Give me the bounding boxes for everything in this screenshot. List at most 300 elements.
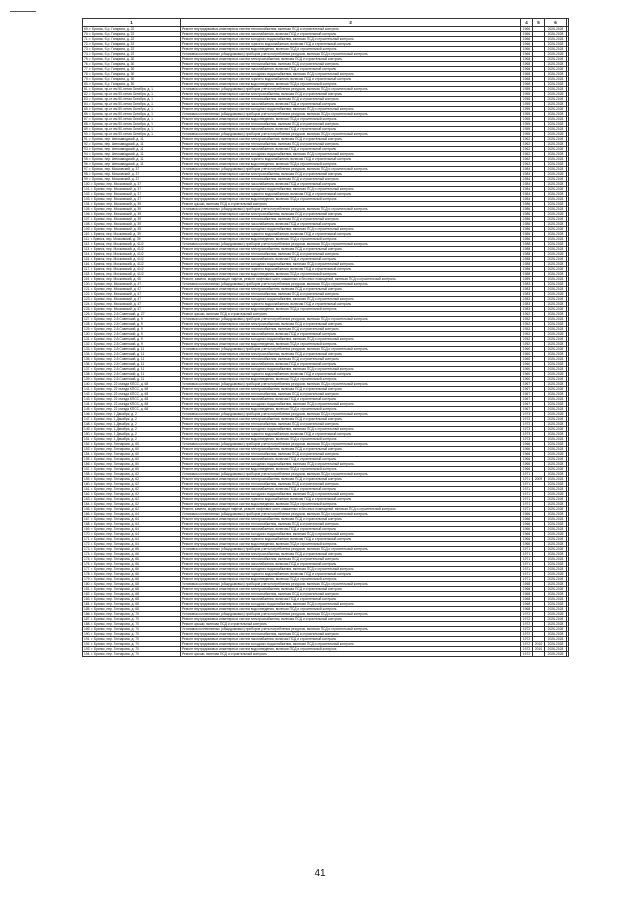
row-work-type: Ремонт внутридомовых инженерных систем водоотведения, включая ПСД и строительный контроль <box>181 502 521 507</box>
row-work-type: Ремонт внутридомовых инженерных систем водоотведения, включая ПСД и строительный контроль <box>181 542 521 547</box>
row-planned-period: 2026-2028 <box>545 522 567 527</box>
row-work-type: Установка коллективных (общедомовых) приборов учета потребления ресурсов, включая ПСД и строительный контроль <box>181 547 521 552</box>
row-address: 69. г. Брянск, б-р. Гагарина, д. 22 <box>83 27 181 32</box>
row-work-type: Ремонт внутридомовых инженерных систем газоснабжения, включая ПСД и строительный контроль <box>181 127 521 132</box>
row-address: 127. г. Брянск, пер. 2-й Советский, д. 9 <box>83 317 181 322</box>
row-build-year: 1966 <box>521 442 533 447</box>
row-address: 162. г. Брянск, пер. Гончарова, д. 62 <box>83 492 181 497</box>
row-address: 174. г. Брянск, пер. Гончарова, д. 66 <box>83 552 181 557</box>
header-col-7 <box>567 19 569 27</box>
row-build-year: 1986 <box>521 207 533 212</box>
row-planned-period: 2026-2028 <box>545 642 567 647</box>
row-work-type: Ремонт внутридомовых инженерных систем теплоснабжения, включая ПСД и строительный контроль <box>181 592 521 597</box>
row-planned-period: 2026-2028 <box>545 632 567 637</box>
row-planned-period: 2026-2028 <box>545 57 567 62</box>
row-work-type: Ремонт внутридомовых инженерных систем горячего водоснабжения, включая ПСД и строительный контроль <box>181 497 521 502</box>
row-address: 191. г. Брянск, пер. Гончарова, д. 70 <box>83 637 181 642</box>
row-build-year: 1971 <box>521 547 533 552</box>
row-address: 121. г. Брянск, пер. Московский, д. 47 <box>83 287 181 292</box>
row-address: 113. г. Брянск, пер. Московский, д. 41/2 <box>83 247 181 252</box>
row-address: 87. г. Брянск, пр-кт им 50-летия Октября, д. 1 <box>83 117 181 122</box>
row-build-year: 1988 <box>521 262 533 267</box>
row-planned-period: 2026-2028 <box>545 392 567 397</box>
row-planned-period: 2026-2028 <box>545 557 567 562</box>
row-planned-period: 2026-2028 <box>545 272 567 277</box>
row-address: 150. г. Брянск, пер. 1 Декабря, д. 2 <box>83 432 181 437</box>
row-work-type: Ремонт внутридомовых инженерных систем теплоснабжения, включая ПСД и строительный контроль <box>181 142 521 147</box>
row-build-year: 1952 <box>521 332 533 337</box>
row-work-type: Ремонт внутридомовых инженерных систем холодного водоснабжения, включая ПСД и строительный контроль <box>181 72 521 77</box>
row-work-type: Ремонт внутридомовых инженерных систем электроснабжения, включая ПСД и строительный контроль <box>181 212 521 217</box>
row-planned-period: 2026-2028 <box>545 447 567 452</box>
row-build-year: 1986 <box>521 217 533 222</box>
row-work-type: Ремонт внутридомовых инженерных систем холодного водоснабжения, включая ПСД и строительный контроль <box>181 642 521 647</box>
row-work-type: Ремонт внутридомовых инженерных систем водоотведения, включая ПСД и строительный контроль <box>181 377 521 382</box>
row-build-year: 1968 <box>521 57 533 62</box>
row-address: 184. г. Брянск, пер. Гончарова, д. 68 <box>83 602 181 607</box>
row-address: 73. г. Брянск, б-р. Гагарина, д. 22 <box>83 47 181 52</box>
row-work-type: Ремонт внутридомовых инженерных систем горячего водоснабжения, включая ПСД и строительный контроль <box>181 77 521 82</box>
row-build-year: 1971 <box>521 557 533 562</box>
row-work-type: Ремонт внутридомовых инженерных систем холодного водоснабжения, включая ПСД и строительный контроль <box>181 462 521 467</box>
row-address: 172. г. Брянск, пер. Гончарова, д. 64 <box>83 542 181 547</box>
row-work-type: Ремонт внутридомовых инженерных систем горячего водоснабжения, включая ПСД и строительный контроль <box>181 302 521 307</box>
row-address: 85. г. Брянск, пр-кт им 50-летия Октября, д. 1 <box>83 107 181 112</box>
row-work-type: Установка коллективных (общедомовых) приборов учета потребления ресурсов, включая ПСД и строительный контроль <box>181 87 521 92</box>
row-build-year: 1962 <box>521 147 533 152</box>
row-build-year: 1968 <box>521 607 533 612</box>
row-build-year: 1952 <box>521 337 533 342</box>
row-build-year: 1984 <box>521 192 533 197</box>
row-work-type: Ремонт внутридомовых инженерных систем теплоснабжения, включая ПСД и строительный контроль <box>181 557 521 562</box>
header-col-6: 6 <box>545 19 567 27</box>
row-work-type: Установка коллективных (общедомовых) приборов учета потребления ресурсов, включая ПСД и строительный контроль <box>181 512 521 517</box>
row-work-type: Ремонт внутридомовых инженерных систем горячего водоснабжения, включая ПСД и строительный контроль <box>181 372 521 377</box>
row-build-year: 1973 <box>521 427 533 432</box>
row-build-year: 1988 <box>521 257 533 262</box>
page-number: 41 <box>314 868 326 879</box>
row-planned-period: 2026-2028 <box>545 52 567 57</box>
row-build-year: 1955 <box>521 107 533 112</box>
row-work-type: Ремонт внутридомовых инженерных систем электроснабжения, включая ПСД и строительный контроль <box>181 477 521 482</box>
row-address: 167. г. Брянск, пер. Гончарова, д. 64 <box>83 517 181 522</box>
row-address: 111. г. Брянск, пер. Московский, д. 39 <box>83 237 181 242</box>
row-work-type: Ремонт внутридомовых инженерных систем теплоснабжения, включая ПСД и строительный контроль <box>181 252 521 257</box>
row-planned-period: 2026-2028 <box>545 302 567 307</box>
row-work-type: Ремонт внутридомовых инженерных систем холодного водоснабжения, включая ПСД и строительный контроль <box>181 402 521 407</box>
row-work-type: Установка коллективных (общедомовых) приборов учета потребления ресурсов, включая ПСД и строительный контроль <box>181 627 521 632</box>
row-address: 176. г. Брянск, пер. Гончарова, д. 66 <box>83 562 181 567</box>
row-build-year: 1988 <box>521 267 533 272</box>
row-planned-period: 2026-2028 <box>545 602 567 607</box>
row-planned-period: 2026-2028 <box>545 387 567 392</box>
row-work-type: Ремонт внутридомовых инженерных систем водоотведения, включая ПСД и строительный контроль <box>181 197 521 202</box>
row-build-year: 1967 <box>521 387 533 392</box>
row-address: 116. г. Брянск, пер. Московский, д. 41/2 <box>83 262 181 267</box>
table-body <box>83 27 569 657</box>
row-address: 100. г. Брянск, пер. Московский, д. 37 <box>83 182 181 187</box>
row-work-type: Ремонт внутридомовых инженерных систем газоснабжения, включая ПСД и строительный контроль <box>181 147 521 152</box>
row-address: 71. г. Брянск, б-р. Гагарина, д. 22 <box>83 37 181 42</box>
row-planned-period: 2026-2028 <box>545 227 567 232</box>
row-planned-period: 2026-2028 <box>545 577 567 582</box>
row-address: 78. г. Брянск, б-р. Гагарина, д. 30 <box>83 72 181 77</box>
row-work-type: Ремонт внутридомовых инженерных систем теплоснабжения, включая ПСД и строительный контроль <box>181 452 521 457</box>
row-build-year: 1984 <box>521 177 533 182</box>
row-work-type: Ремонт внутридомовых инженерных систем водоотведения, включая ПСД и строительный контроль <box>181 342 521 347</box>
row-work-type: Ремонт внутридомовых инженерных систем электроснабжения, включая ПСД и строительный контроль <box>181 587 521 592</box>
header-col-2: 3 <box>181 19 521 27</box>
row-address: 101. г. Брянск, пер. Московский, д. 37 <box>83 187 181 192</box>
row-build-year: 1966 <box>521 537 533 542</box>
row-planned-period: 2026-2028 <box>545 242 567 247</box>
row-planned-period: 2026-2028 <box>545 287 567 292</box>
row-work-type: Ремонт внутридомовых инженерных систем газоснабжения, включая ПСД и строительный контроль <box>181 562 521 567</box>
row-build-year: 1971 <box>521 487 533 492</box>
row-address: 122. г. Брянск, пер. Московский, д. 47 <box>83 292 181 297</box>
row-work-type: Ремонт внутридомовых инженерных систем теплоснабжения, включая ПСД и строительный контроль <box>181 422 521 427</box>
row-work-type: Ремонт внутридомовых инженерных систем водоотведения, включая ПСД и строительный контроль <box>181 307 521 312</box>
row-build-year: 1971 <box>521 567 533 572</box>
row-address: 186. г. Брянск, пер. Гончарова, д. 70 <box>83 612 181 617</box>
row-build-year: 1971 <box>521 497 533 502</box>
row-work-type: Ремонт внутридомовых инженерных систем горячего водоснабжения, включая ПСД и строительный контроль <box>181 537 521 542</box>
row-address: 160. г. Брянск, пер. Гончарова, д. 62 <box>83 482 181 487</box>
row-planned-period: 2026-2028 <box>545 527 567 532</box>
row-address: 75. г. Брянск, б-р. Гагарина, д. 30 <box>83 57 181 62</box>
table-header-row <box>83 19 569 27</box>
row-planned-period: 2026-2028 <box>545 132 567 137</box>
row-work-type: Ремонт, замена, модернизация лифтов, ремонт лифтовых шахт, машинных и блочных помещений, включая ПСД и строительный контроль <box>181 507 521 512</box>
row-work-type: Ремонт внутридомовых инженерных систем холодного водоснабжения, включая ПСД и строительный контроль <box>181 262 521 267</box>
row-planned-period: 2026-2028 <box>545 542 567 547</box>
row-planned-period: 2026-2028 <box>545 622 567 627</box>
row-planned-period: 2026-2028 <box>545 157 567 162</box>
row-planned-period: 2026-2028 <box>545 422 567 427</box>
row-planned-period: 2026-2028 <box>545 477 567 482</box>
row-planned-period: 2026-2028 <box>545 437 567 442</box>
row-work-type: Ремонт внутридомовых инженерных систем холодного водоснабжения, включая ПСД и строительный контроль <box>181 492 521 497</box>
row-work-type: Ремонт внутридомовых инженерных систем электроснабжения, включая ПСД и строительный контроль <box>181 172 521 177</box>
row-work-type: Установка коллективных (общедомовых) приборов учета потребления ресурсов, включая ПСД и строительный контроль <box>181 317 521 322</box>
row-work-type: Ремонт внутридомовых инженерных систем газоснабжения, включая ПСД и строительный контроль <box>181 32 521 37</box>
row-work-type: Ремонт внутридомовых инженерных систем холодного водоснабжения, включая ПСД и строительный контроль <box>181 337 521 342</box>
row-work-type: Ремонт внутридомовых инженерных систем газоснабжения, включая ПСД и строительный контроль <box>181 457 521 462</box>
row-address: 124. г. Брянск, пер. Московский, д. 47 <box>83 302 181 307</box>
row-build-year: 1955 <box>521 87 533 92</box>
row-work-type: Ремонт, замена, модернизация лифтов, ремонт лифтовых шахт, машинных и блочных помещений, включая ПСД и строительный контроль <box>181 277 521 282</box>
row-address: 151. г. Брянск, пер. 1 Декабря, д. 2 <box>83 437 181 442</box>
row-address: 148. г. Брянск, пер. 1 Декабря, д. 2 <box>83 422 181 427</box>
row-address: 181. г. Брянск, пер. Гончарова, д. 68 <box>83 587 181 592</box>
row-address: 76. г. Брянск, б-р. Гагарина, д. 30 <box>83 62 181 67</box>
row-address: 94. г. Брянск, пер. Автозаводский, д. 11 <box>83 152 181 157</box>
row-planned-period: 2026-2028 <box>545 647 567 652</box>
row-planned-period: 2026-2028 <box>545 382 567 387</box>
row-build-year: 1968 <box>521 592 533 597</box>
row-address: 143. г. Брянск, пер. 22 съезда КПСС, д. 68 <box>83 397 181 402</box>
row-work-type: Ремонт внутридомовых инженерных систем холодного водоснабжения, включая ПСД и строительный контроль <box>181 227 521 232</box>
row-build-year: 1955 <box>521 132 533 137</box>
row-work-type: Ремонт внутридомовых инженерных систем электроснабжения, включая ПСД и строительный контроль <box>181 387 521 392</box>
row-planned-period: 2026-2028 <box>545 427 567 432</box>
row-build-year: 1960 <box>521 357 533 362</box>
row-address: 102. г. Брянск, пер. Московский, д. 37 <box>83 192 181 197</box>
row-build-year: 1960 <box>521 377 533 382</box>
row-work-type: Ремонт внутридомовых инженерных систем холодного водоснабжения, включая ПСД и строительный контроль <box>181 367 521 372</box>
row-build-year: 1973 <box>521 412 533 417</box>
row-planned-period: 2026-2028 <box>545 407 567 412</box>
row-work-type: Ремонт внутридомовых инженерных систем горячего водоснабжения, включая ПСД и строительный контроль <box>181 232 521 237</box>
row-address: 156. г. Брянск, пер. Гончарова, д. 60 <box>83 462 181 467</box>
row-build-year: 1972 <box>521 647 533 652</box>
row-address: 131. г. Брянск, пер. 2-й Советский, д. 9 <box>83 337 181 342</box>
row-planned-period: 2026-2028 <box>545 537 567 542</box>
row-work-type: Ремонт внутридомовых инженерных систем холодного водоснабжения, включая ПСД и строительный контроль <box>181 297 521 302</box>
row-address: 158. г. Брянск, пер. Гончарова, д. 62 <box>83 472 181 477</box>
row-planned-period: 2026-2028 <box>545 177 567 182</box>
row-address: 144. г. Брянск, пер. 22 съезда КПСС, д. 68 <box>83 402 181 407</box>
row-planned-period: 2026-2028 <box>545 332 567 337</box>
row-build-year: 1967 <box>521 392 533 397</box>
row-build-year: 1988 <box>521 272 533 277</box>
row-address: 72. г. Брянск, б-р. Гагарина, д. 22 <box>83 42 181 47</box>
row-planned-period: 2026-2028 <box>545 87 567 92</box>
row-planned-period: 2026-2028 <box>545 517 567 522</box>
row-build-year: 1966 <box>521 527 533 532</box>
row-build-year: 1971 <box>521 572 533 577</box>
row-work-type: Ремонт внутридомовых инженерных систем газоснабжения, включая ПСД и строительный контроль <box>181 257 521 262</box>
row-planned-period: 2026-2028 <box>545 592 567 597</box>
row-planned-period: 2026-2028 <box>545 217 567 222</box>
row-address: 175. г. Брянск, пер. Гончарова, д. 66 <box>83 557 181 562</box>
row-build-year: 1966 <box>521 447 533 452</box>
row-work-type: Ремонт внутридомовых инженерных систем газоснабжения, включая ПСД и строительный контроль <box>181 397 521 402</box>
row-address: 80. г. Брянск, б-р. Гагарина, д. 30 <box>83 82 181 87</box>
row-build-year: 1968 <box>521 582 533 587</box>
row-planned-period: 2026-2028 <box>545 112 567 117</box>
row-build-year: 1966 <box>521 452 533 457</box>
document-sheet <box>82 18 568 657</box>
row-build-year: 1966 <box>521 52 533 57</box>
row-address: 169. г. Брянск, пер. Гончарова, д. 64 <box>83 527 181 532</box>
row-build-year: 1971 <box>521 502 533 507</box>
row-work-type: Ремонт внутридомовых инженерных систем газоснабжения, включая ПСД и строительный контроль <box>181 362 521 367</box>
row-address: 192. г. Брянск, пер. Гончарова, д. 70 <box>83 642 181 647</box>
row-build-year: 1972 <box>521 642 533 647</box>
row-work-type: Ремонт внутридомовых инженерных систем водоотведения, включая ПСД и строительный контроль <box>181 577 521 582</box>
row-work-type: Ремонт внутридомовых инженерных систем холодного водоснабжения, включая ПСД и строительный контроль <box>181 152 521 157</box>
row-address: 83. г. Брянск, пр-кт им 50-летия Октября, д. 1 <box>83 97 181 102</box>
header-col-1: 1 <box>83 19 181 27</box>
row-build-year: 1972 <box>521 622 533 627</box>
row-work-type: Ремонт внутридомовых инженерных систем теплоснабжения, включая ПСД и строительный контроль <box>181 62 521 67</box>
row-planned-period: 2026-2028 <box>545 487 567 492</box>
row-work-type: Установка коллективных (общедомовых) приборов учета потребления ресурсов, включая ПСД и строительный контроль <box>181 242 521 247</box>
row-address: 96. г. Брянск, пер. Автозаводский, д. 11 <box>83 162 181 167</box>
row-planned-period: 2026-2028 <box>545 27 567 32</box>
row-build-year: 1972 <box>521 632 533 637</box>
row-work-type: Ремонт внутридомовых инженерных систем газоснабжения, включая ПСД и строительный контроль <box>181 102 521 107</box>
row-planned-period: 2026-2028 <box>545 547 567 552</box>
row-work-type: Ремонт внутридомовых инженерных систем теплоснабжения, включая ПСД и строительный контроль <box>181 122 521 127</box>
row-build-year: 1966 <box>521 467 533 472</box>
row-work-type: Ремонт внутридомовых инженерных систем теплоснабжения, включая ПСД и строительный контроль <box>181 97 521 102</box>
row-work-type: Установка коллективных (общедомовых) приборов учета потребления ресурсов, включая ПСД и строительный контроль <box>181 472 521 477</box>
row-address: 128. г. Брянск, пер. 2-й Советский, д. 9 <box>83 322 181 327</box>
row-address: 135. г. Брянск, пер. 2-й Советский, д. 11 <box>83 357 181 362</box>
row-planned-period: 2026-2028 <box>545 582 567 587</box>
row-address: 180. г. Брянск, пер. Гончарова, д. 68 <box>83 582 181 587</box>
row-planned-period: 2026-2028 <box>545 62 567 67</box>
row-planned-period: 2026-2028 <box>545 347 567 352</box>
row-address: 126. г. Брянск, пер. 2-й Советский, д. 27 <box>83 312 181 317</box>
row-build-year: 1988 <box>521 247 533 252</box>
row-planned-period: 2026-2028 <box>545 397 567 402</box>
row-build-year: 1984 <box>521 197 533 202</box>
row-address: 92. г. Брянск, пер. Автозаводский, д. 11 <box>83 142 181 147</box>
row-build-year: 1984 <box>521 172 533 177</box>
row-work-type: Ремонт внутридомовых инженерных систем холодного водоснабжения, включая ПСД и строительный контроль <box>181 427 521 432</box>
row-planned-period: 2026-2028 <box>545 352 567 357</box>
row-address: 171. г. Брянск, пер. Гончарова, д. 64 <box>83 537 181 542</box>
row-address: 141. г. Брянск, пер. 22 съезда КПСС, д. 68 <box>83 387 181 392</box>
row-planned-period: 2026-2028 <box>545 462 567 467</box>
row-blank-cell <box>567 652 569 657</box>
row-build-year: 1955 <box>521 117 533 122</box>
row-address: 147. г. Брянск, пер. 1 Декабря, д. 2 <box>83 417 181 422</box>
row-work-type: Установка коллективных (общедомовых) приборов учета потребления ресурсов, включая ПСД и строительный контроль <box>181 412 521 417</box>
row-address: 107. г. Брянск, пер. Московский, д. 39 <box>83 217 181 222</box>
row-build-year: 1966 <box>521 457 533 462</box>
row-planned-period: 2026-2028 <box>545 317 567 322</box>
row-build-year: 1966 <box>521 32 533 37</box>
row-build-year: 1966 <box>521 462 533 467</box>
row-build-year: 1968 <box>521 72 533 77</box>
row-build-year: 1962 <box>521 162 533 167</box>
row-planned-period: 2026-2028 <box>545 552 567 557</box>
row-work-type: Ремонт внутридомовых инженерных систем электроснабжения, включая ПСД и строительный контроль <box>181 247 521 252</box>
row-work-type: Установка коллективных (общедомовых) приборов учета потребления ресурсов, включая ПСД и строительный контроль <box>181 382 521 387</box>
row-planned-period: 2026-2028 <box>545 137 567 142</box>
row-work-type: Ремонт внутридомовых инженерных систем холодного водоснабжения, включая ПСД и строительный контроль <box>181 567 521 572</box>
row-build-year: 1968 <box>521 62 533 67</box>
row-address: 91. г. Брянск, пер. Автозаводский, д. 11 <box>83 137 181 142</box>
row-planned-period: 2026-2028 <box>545 472 567 477</box>
row-planned-period: 2026-2028 <box>545 442 567 447</box>
row-work-type: Ремонт внутридомовых инженерных систем холодного водоснабжения, включая ПСД и строительный контроль <box>181 107 521 112</box>
row-work-type: Ремонт внутридомовых инженерных систем холодного водоснабжения, включая ПСД и строительный контроль <box>181 37 521 42</box>
row-address: 164. г. Брянск, пер. Гончарова, д. 62 <box>83 502 181 507</box>
row-planned-period: 2026-2028 <box>545 627 567 632</box>
row-build-year: 1952 <box>521 327 533 332</box>
row-planned-period: 2026-2028 <box>545 147 567 152</box>
row-build-year: 1989 <box>521 277 533 282</box>
row-address: 104. г. Брянск, пер. Московский, д. 39 <box>83 202 181 207</box>
row-address: 178. г. Брянск, пер. Гончарова, д. 66 <box>83 572 181 577</box>
row-work-type: Ремонт внутридомовых инженерных систем водоотведения, включая ПСД и строительный контроль <box>181 437 521 442</box>
row-work-type: Ремонт внутридомовых инженерных систем электроснабжения, включая ПСД и строительный контроль <box>181 352 521 357</box>
row-address: 149. г. Брянск, пер. 1 Декабря, д. 2 <box>83 427 181 432</box>
row-build-year: 1960 <box>521 372 533 377</box>
row-work-type: Ремонт внутридомовых инженерных систем газоснабжения, включая ПСД и строительный контроль <box>181 182 521 187</box>
row-build-year: 1960 <box>521 347 533 352</box>
row-build-year: 1967 <box>521 402 533 407</box>
row-address: 97. г. Брянск, пер. Московский, д. 37 <box>83 167 181 172</box>
row-last-repair-year: 2010 <box>533 642 545 647</box>
row-build-year: 1966 <box>521 47 533 52</box>
row-build-year: 1968 <box>521 597 533 602</box>
row-work-type: Ремонт внутридомовых инженерных систем водоотведения, включая ПСД и строительный контроль <box>181 237 521 242</box>
row-planned-period: 2026-2028 <box>545 597 567 602</box>
row-build-year: 1971 <box>521 552 533 557</box>
row-address: 90. г. Брянск, пр-кт им 50-летия Октября, д. 1 <box>83 132 181 137</box>
row-planned-period: 2026-2028 <box>545 282 567 287</box>
row-planned-period: 2026-2028 <box>545 367 567 372</box>
row-work-type: Ремонт внутридомовых инженерных систем газоснабжения, включая ПСД и строительный контроль <box>181 487 521 492</box>
row-build-year: 1968 <box>521 77 533 82</box>
row-build-year: 1952 <box>521 317 533 322</box>
row-build-year: 1972 <box>521 652 533 657</box>
row-build-year: 1966 <box>521 517 533 522</box>
row-work-type: Установка коллективных (общедомовых) приборов учета потребления ресурсов, включая ПСД и строительный контроль <box>181 442 521 447</box>
row-planned-period: 2026-2028 <box>545 262 567 267</box>
row-planned-period: 2026-2028 <box>545 637 567 642</box>
row-planned-period: 2026-2028 <box>545 122 567 127</box>
row-work-type: Ремонт внутридомовых инженерных систем водоотведения, включая ПСД и строительный контроль <box>181 117 521 122</box>
row-build-year: 1966 <box>521 27 533 32</box>
row-build-year: 1971 <box>521 477 533 482</box>
row-planned-period: 2026-2028 <box>545 207 567 212</box>
row-address: 187. г. Брянск, пер. Гончарова, д. 70 <box>83 617 181 622</box>
row-planned-period: 2026-2028 <box>545 402 567 407</box>
row-build-year: 1968 <box>521 67 533 72</box>
row-build-year: 1983 <box>521 282 533 287</box>
row-planned-period: 2026-2028 <box>545 507 567 512</box>
row-planned-period: 2026-2028 <box>545 237 567 242</box>
row-work-type: Ремонт внутридомовых инженерных систем электроснабжения, включая ПСД и строительный контроль <box>181 417 521 422</box>
row-build-year: 1967 <box>521 407 533 412</box>
row-address: 190. г. Брянск, пер. Гончарова, д. 70 <box>83 632 181 637</box>
row-planned-period: 2026-2028 <box>545 652 567 657</box>
row-build-year: 1972 <box>521 617 533 622</box>
row-address: 125. г. Брянск, пер. Московский, д. 47 <box>83 307 181 312</box>
row-planned-period: 2026-2028 <box>545 257 567 262</box>
row-work-type: Ремонт внутридомовых инженерных систем водоотведения, включая ПСД и строительный контроль <box>181 467 521 472</box>
row-build-year: 1960 <box>521 352 533 357</box>
row-address: 165. г. Брянск, пер. Гончарова, д. 62 <box>83 507 181 512</box>
row-address: 105. г. Брянск, пер. Московский, д. 39 <box>83 207 181 212</box>
row-planned-period: 2026-2028 <box>545 342 567 347</box>
row-work-type: Установка коллективных (общедомовых) приборов учета потребления ресурсов, включая ПСД и строительный контроль <box>181 612 521 617</box>
row-address: 129. г. Брянск, пер. 2-й Советский, д. 9 <box>83 327 181 332</box>
row-work-type: Установка коллективных (общедомовых) приборов учета потребления ресурсов, включая ПСД и строительный контроль <box>181 132 521 137</box>
row-build-year: 1960 <box>521 367 533 372</box>
row-address: 182. г. Брянск, пер. Гончарова, д. 68 <box>83 592 181 597</box>
row-work-type: Ремонт внутридомовых инженерных систем электроснабжения, включая ПСД и строительный контроль <box>181 517 521 522</box>
row-address: 84. г. Брянск, пр-кт им 50-летия Октября, д. 1 <box>83 102 181 107</box>
row-planned-period: 2026-2028 <box>545 377 567 382</box>
row-build-year: 1968 <box>521 587 533 592</box>
row-address: 130. г. Брянск, пер. 2-й Советский, д. 9 <box>83 332 181 337</box>
row-planned-period: 2026-2028 <box>545 172 567 177</box>
row-address: 117. г. Брянск, пер. Московский, д. 41/2 <box>83 267 181 272</box>
row-planned-period: 2026-2028 <box>545 107 567 112</box>
row-build-year: 1971 <box>521 577 533 582</box>
row-build-year: 1973 <box>521 432 533 437</box>
row-address: 153. г. Брянск, пер. Гончарова, д. 60 <box>83 447 181 452</box>
row-planned-period: 2026-2028 <box>545 452 567 457</box>
